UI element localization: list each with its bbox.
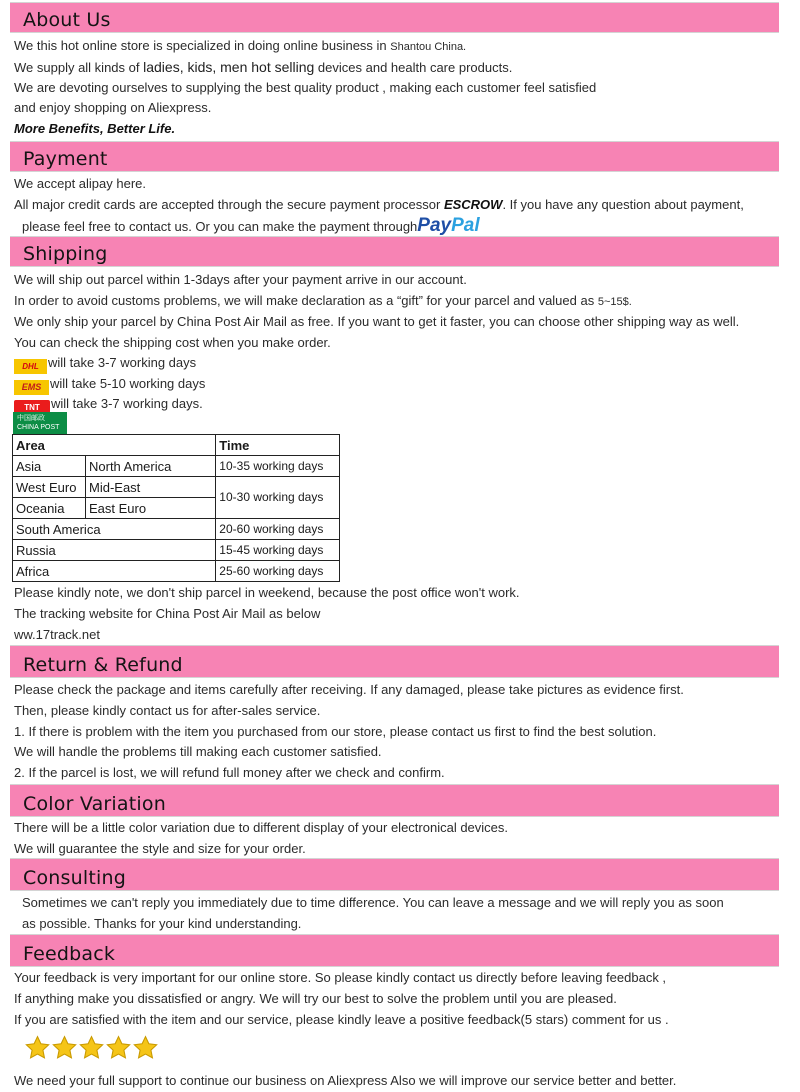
color-line-1: There will be a little color variation due to different display of your electronical devices. xyxy=(14,820,509,835)
shipping-line-4: You can check the shipping cost when you make order. xyxy=(14,335,331,350)
table-row: South America 20-60 working days xyxy=(13,519,340,540)
five-star-rating xyxy=(24,1035,159,1061)
star-icon xyxy=(132,1035,159,1061)
about-line-2: We supply all kinds of ladies, kids, men hot selling devices and health care products. xyxy=(14,59,513,75)
star-icon xyxy=(105,1035,132,1061)
shipping-line-3: We only ship your parcel by China Post Air Mail as free. If you want to get it faster, you can choose other shipping way as well. xyxy=(14,314,740,329)
table-header-row xyxy=(13,435,340,456)
refund-line-3: 1. If there is problem with the item you purchased from our store, please contact us first to find the best solution. xyxy=(14,724,657,739)
consulting-title: Consulting xyxy=(23,867,126,889)
about-line-1: We this hot online store is specialized in doing online business in Shantou China. xyxy=(14,38,467,53)
china-post-logo-icon: 中国邮政 CHINA POST xyxy=(13,412,67,434)
payment-header xyxy=(10,141,779,172)
about-line-3: We are devoting ourselves to supplying the best quality product , making each customer feel satisfied xyxy=(14,80,597,95)
payment-line-1: We accept alipay here. xyxy=(14,176,146,191)
shipping-note-1: Please kindly note, we don't ship parcel in weekend, because the post office won't work. xyxy=(14,585,520,600)
area-header: Area xyxy=(13,435,216,456)
feedback-header xyxy=(10,934,779,967)
shipping-line-2: In order to avoid customs problems, we will make declaration as a “gift” for your parcel and valued as 5~15$. xyxy=(14,293,632,308)
color-variation-header xyxy=(10,784,779,817)
dhl-logo-icon: DHL xyxy=(14,359,47,374)
about-us-title: About Us xyxy=(23,9,111,31)
table-row: Oceania East Euro xyxy=(13,498,340,519)
shipping-line-1: We will ship out parcel within 1-3days after your payment arrive in our account. xyxy=(14,272,467,287)
consulting-line-1: Sometimes we can't reply you immediately due to time difference. You can leave a message and we will reply you as soon xyxy=(22,895,724,910)
dhl-line: DHL will take 3-7 working days xyxy=(14,355,196,374)
payment-line-3: please feel free to contact us. Or you can make the payment throughPayPal xyxy=(22,215,480,236)
table-row: Asia North America 10-35 working days xyxy=(13,456,340,477)
refund-line-2: Then, please kindly contact us for after-sales service. xyxy=(14,703,321,718)
star-icon xyxy=(24,1035,51,1061)
ems-logo-icon: EMS xyxy=(14,380,49,395)
refund-header xyxy=(10,645,779,678)
refund-line-5: 2. If the parcel is lost, we will refund full money after we check and confirm. xyxy=(14,765,445,780)
table-row: West Euro Mid-East 10-30 working days xyxy=(13,477,340,498)
shipping-time-table xyxy=(12,434,340,582)
refund-title: Return & Refund xyxy=(23,654,183,676)
refund-line-1: Please check the package and items carefully after receiving. If any damaged, please take pictures as evidence first. xyxy=(14,682,684,697)
feedback-title: Feedback xyxy=(23,943,116,965)
tracking-link[interactable]: ww.17track.net xyxy=(14,627,100,642)
color-line-2: We will guarantee the style and size for your order. xyxy=(14,841,306,856)
time-header: Time xyxy=(216,435,340,456)
shipping-title: Shipping xyxy=(23,243,108,265)
feedback-line-2: If anything make you dissatisfied or angry. We will try our best to solve the problem until you are pleased. xyxy=(14,991,617,1006)
consulting-line-2: as possible. Thanks for your kind understanding. xyxy=(22,916,302,931)
shipping-header xyxy=(10,236,779,267)
ems-line: EMS will take 5-10 working days xyxy=(14,376,205,395)
feedback-line-1: Your feedback is very important for our online store. So please kindly contact us directly before leaving feedback , xyxy=(14,970,667,985)
refund-line-4: We will handle the problems till making each customer satisfied. xyxy=(14,744,382,759)
color-variation-title: Color Variation xyxy=(23,793,166,815)
paypal-logo: PayPal xyxy=(417,215,480,236)
tnt-line: TNT will take 3-7 working days. xyxy=(14,396,203,415)
about-us-header xyxy=(10,2,779,33)
tnt-logo-icon: TNT xyxy=(14,400,50,415)
table-row: Africa 25-60 working days xyxy=(13,561,340,582)
escrow-label: ESCROW xyxy=(443,197,503,212)
star-icon xyxy=(51,1035,78,1061)
payment-title: Payment xyxy=(23,148,108,170)
table-row: Russia 15-45 working days xyxy=(13,540,340,561)
feedback-line-4: We need your full support to continue our business on Aliexpress Also we will improve our service better and better. xyxy=(14,1073,677,1088)
feedback-line-3: If you are satisfied with the item and our service, please kindly leave a positive feedback(5 stars) comment for us . xyxy=(14,1012,669,1027)
shipping-note-2: The tracking website for China Post Air Mail as below xyxy=(14,606,321,621)
consulting-header xyxy=(10,858,779,891)
about-slogan: More Benefits, Better Life. xyxy=(14,121,176,136)
payment-line-2: All major credit cards are accepted through the secure payment processor ESCROW. If you have any question about payment, xyxy=(14,197,744,212)
about-line-4: and enjoy shopping on Aliexpress. xyxy=(14,100,212,115)
star-icon xyxy=(78,1035,105,1061)
